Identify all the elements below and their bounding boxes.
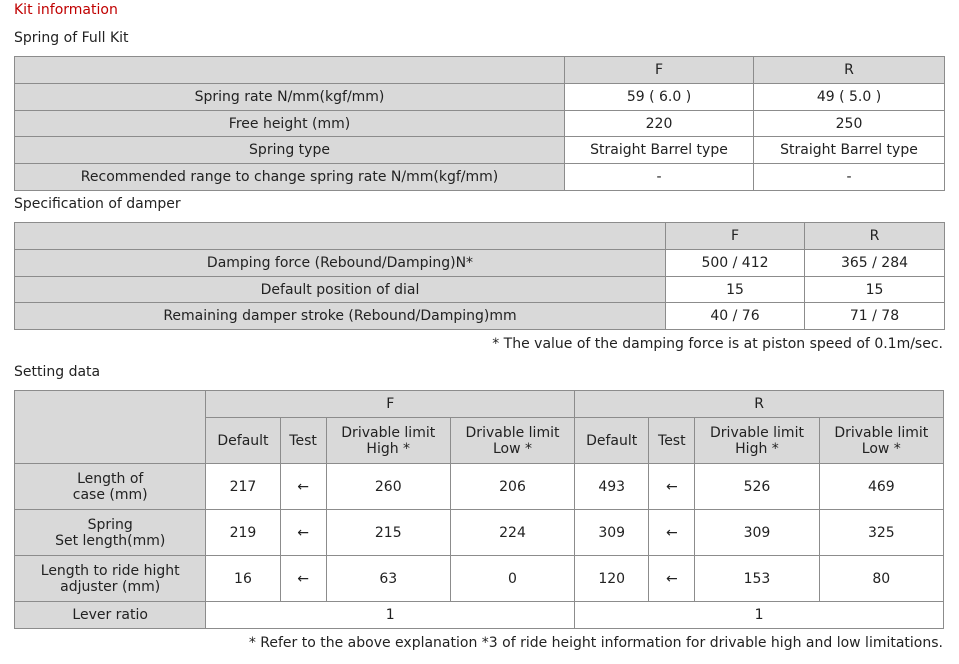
cell-r-high: 153	[695, 556, 819, 602]
row-label	[15, 556, 206, 602]
left-arrow-icon: ←	[280, 510, 326, 556]
table-row	[15, 556, 944, 602]
cell-f-default: 219	[206, 510, 280, 556]
spring-heading: Spring of Full Kit	[14, 30, 129, 46]
table-row	[15, 277, 945, 303]
col-low-r	[819, 418, 943, 464]
table-row	[15, 510, 944, 556]
table-row	[15, 250, 945, 277]
cell-f-default: 16	[206, 556, 280, 602]
setting-table	[14, 390, 944, 629]
cell-f-low: 0	[450, 556, 574, 602]
left-arrow-icon: ←	[280, 556, 326, 602]
cell-f: 15	[666, 277, 805, 303]
table-row	[15, 164, 945, 191]
cell-r: 49 ( 5.0 )	[754, 84, 945, 111]
cell-f-high: 215	[326, 510, 450, 556]
row-label: Spring rate N/mm(kgf/mm)	[15, 84, 565, 111]
left-arrow-icon: ←	[649, 556, 695, 602]
row-label: Recommended range to change spring rate N/mm(kgf/mm)	[15, 164, 565, 191]
cell-f: 59 ( 6.0 )	[565, 84, 754, 111]
cell-r: 15	[805, 277, 945, 303]
cell-f-low: 206	[450, 464, 574, 510]
cell-f: Straight Barrel type	[565, 137, 754, 164]
col-test-r: Test	[649, 418, 695, 464]
left-arrow-icon: ←	[280, 464, 326, 510]
damper-header-blank	[15, 223, 666, 250]
left-arrow-icon: ←	[649, 510, 695, 556]
col-high-line2: High *	[735, 440, 779, 457]
row-label: Default position of dial	[15, 277, 666, 303]
cell-r-low: 80	[819, 556, 943, 602]
row-label-line1: Spring	[87, 516, 133, 533]
cell-r: Straight Barrel type	[754, 137, 945, 164]
spring-header-r: R	[754, 57, 945, 84]
cell-f: 220	[565, 111, 754, 137]
setting-heading: Setting data	[14, 364, 101, 380]
col-low-line1: Drivable limit	[834, 424, 929, 441]
cell-f: 40 / 76	[666, 303, 805, 330]
setting-footnote: * Refer to the above explanation *3 of ride height information for drivable high and low limitations.	[248, 635, 943, 651]
spring-table	[14, 56, 945, 191]
col-test-f: Test	[280, 418, 326, 464]
left-arrow-icon: ←	[649, 464, 695, 510]
col-high-line1: Drivable limit	[341, 424, 436, 441]
cell-r-low: 325	[819, 510, 943, 556]
damper-heading: Specification of damper	[14, 196, 181, 212]
lever-r: 1	[575, 602, 944, 629]
cell-f-default: 217	[206, 464, 280, 510]
table-row	[15, 303, 945, 330]
row-label	[15, 464, 206, 510]
col-low-line2: Low *	[492, 440, 533, 457]
table-row	[15, 602, 944, 629]
cell-r-high: 526	[695, 464, 819, 510]
cell-f-high: 63	[326, 556, 450, 602]
col-high-f	[326, 418, 450, 464]
col-high-line2: High *	[366, 440, 411, 457]
col-low-line2: Low *	[861, 440, 901, 457]
cell-r-high: 309	[695, 510, 819, 556]
setting-header-blank	[15, 391, 206, 464]
spring-header-blank	[15, 57, 565, 84]
table-row	[15, 137, 945, 164]
setting-group-f: F	[206, 391, 575, 418]
col-low-line1: Drivable limit	[465, 424, 560, 441]
table-row	[15, 464, 944, 510]
damper-header-f: F	[666, 223, 805, 250]
row-label: Spring type	[15, 137, 565, 164]
setting-group-r: R	[575, 391, 944, 418]
table-row	[15, 84, 945, 111]
col-high-line1: Drivable limit	[710, 424, 804, 441]
cell-r-low: 469	[819, 464, 943, 510]
lever-label: Lever ratio	[15, 602, 206, 629]
col-default-r: Default	[575, 418, 649, 464]
row-label	[15, 510, 206, 556]
row-label-line1: Length to ride hight	[40, 562, 180, 579]
row-label: Remaining damper stroke (Rebound/Damping)mm	[15, 303, 666, 330]
cell-r-default: 309	[575, 510, 649, 556]
cell-r: 250	[754, 111, 945, 137]
cell-f: -	[565, 164, 754, 191]
damper-header-r: R	[805, 223, 945, 250]
cell-r-default: 493	[575, 464, 649, 510]
row-label: Damping force (Rebound/Damping)N*	[15, 250, 666, 277]
damper-table	[14, 222, 945, 330]
lever-f: 1	[206, 602, 575, 629]
table-row	[15, 111, 945, 137]
col-low-f	[450, 418, 574, 464]
cell-f: 500 / 412	[666, 250, 805, 277]
row-label-line1: Length of	[77, 470, 144, 487]
row-label-line2: adjuster (mm)	[60, 578, 161, 595]
spring-header-f: F	[565, 57, 754, 84]
page-title: Kit information	[14, 2, 118, 18]
damper-footnote: * The value of the damping force is at piston speed of 0.1m/sec.	[492, 336, 943, 352]
cell-r: 365 / 284	[805, 250, 945, 277]
row-label: Free height (mm)	[15, 111, 565, 137]
col-default-f: Default	[206, 418, 280, 464]
col-high-r	[695, 418, 819, 464]
cell-f-high: 260	[326, 464, 450, 510]
cell-r: 71 / 78	[805, 303, 945, 330]
cell-f-low: 224	[450, 510, 574, 556]
row-label-line2: Set length(mm)	[55, 532, 166, 549]
row-label-line2: case (mm)	[72, 486, 148, 503]
cell-r: -	[754, 164, 945, 191]
cell-r-default: 120	[575, 556, 649, 602]
